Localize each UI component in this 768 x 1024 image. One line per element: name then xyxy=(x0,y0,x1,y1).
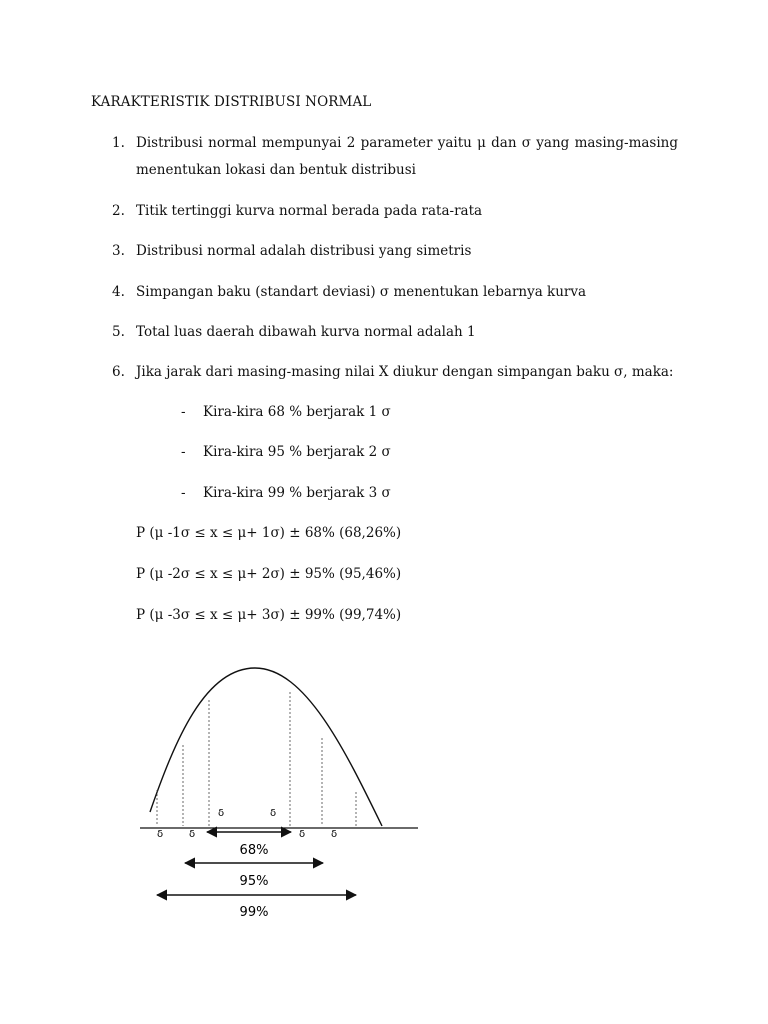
list-text: Jika jarak dari masing-masing nilai X diukur dengan simpangan baku σ, maka: xyxy=(136,364,674,380)
list-text: Distribusi normal adalah distribusi yang simetris xyxy=(136,243,472,259)
formula-1-sigma: P (μ -1σ ≤ x ≤ μ+ 1σ) ± 68% (68,26%) xyxy=(136,525,402,541)
sigma-label: δ xyxy=(330,829,338,840)
dash-bullet: - xyxy=(181,444,186,460)
sub-item-text: Kira-kira 68 % berjarak 1 σ xyxy=(203,404,391,420)
range-label-68: 68% xyxy=(239,843,269,858)
sigma-label: δ xyxy=(269,808,277,819)
page-title: KARAKTERISTIK DISTRIBUSI NORMAL xyxy=(91,94,372,110)
range-label-95: 95% xyxy=(239,874,269,889)
list-text: Total luas daerah dibawah kurva normal adalah 1 xyxy=(136,324,476,340)
list-number: 4. xyxy=(112,284,125,300)
list-text-continued: menentukan lokasi dan bentuk distribusi xyxy=(136,162,416,178)
sigma-label: δ xyxy=(298,829,306,840)
list-number: 6. xyxy=(112,364,125,380)
list-text: Distribusi normal mempunyai 2 parameter yaitu μ dan σ yang masing-masing xyxy=(136,135,678,151)
list-number: 3. xyxy=(112,243,125,259)
list-number: 5. xyxy=(112,324,125,340)
list-number: 1. xyxy=(112,135,125,151)
sub-item-text: Kira-kira 95 % berjarak 2 σ xyxy=(203,444,391,460)
formula-2-sigma: P (μ -2σ ≤ x ≤ μ+ 2σ) ± 95% (95,46%) xyxy=(136,566,402,582)
formula-3-sigma: P (μ -3σ ≤ x ≤ μ+ 3σ) ± 99% (99,74%) xyxy=(136,607,402,623)
list-number: 2. xyxy=(112,203,125,219)
sigma-label: δ xyxy=(156,829,164,840)
sigma-label: δ xyxy=(217,808,225,819)
bell-curve xyxy=(150,668,382,826)
range-label-99: 99% xyxy=(239,905,269,920)
list-text: Titik tertinggi kurva normal berada pada rata-rata xyxy=(136,203,483,219)
dash-bullet: - xyxy=(181,485,186,501)
sub-item-text: Kira-kira 99 % berjarak 3 σ xyxy=(203,485,391,501)
list-text: Simpangan baku (standart deviasi) σ menentukan lebarnya kurva xyxy=(136,284,587,300)
dash-bullet: - xyxy=(181,404,186,420)
sigma-label: δ xyxy=(188,829,196,840)
